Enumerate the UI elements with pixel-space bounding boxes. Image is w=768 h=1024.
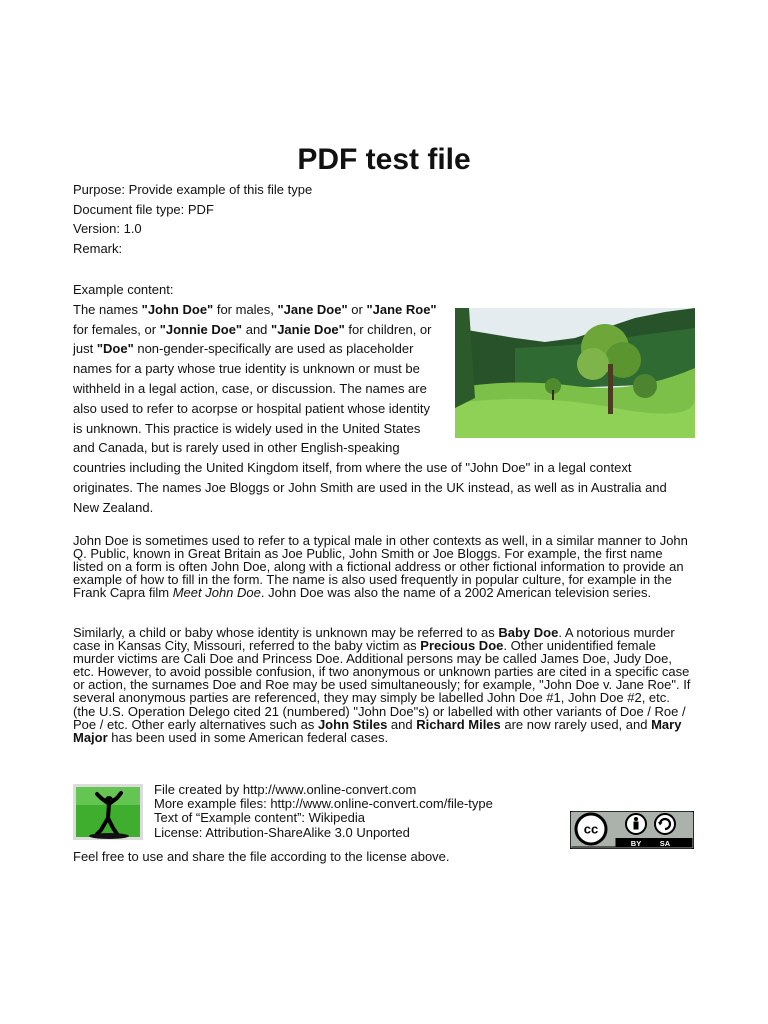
- meta-version: Version: 1.0: [73, 221, 142, 237]
- baby-doe-paragraph: Similarly, a child or baby whose identity is unknown may be referred to as Baby Doe. A notorious murder case in Kansas City, Missouri, referred to the baby victim as Precious Doe. Other unidentified female murder victims are Cali Doe and Princess Doe. Additional persons may be called James Doe, Judy Doe, etc. However, to avoid possible confusion, if two anonymous or unknown parties are cited in a specific case or action, the surnames Doe and Roe may be used simultaneously; for example, "John Doe v. Jane Roe". If several anonymous parties are referenced, they may simply be labelled John Doe #1, John Doe #2, etc. (the U.S. Operation Delego cited 21 (numbered) "John Doe"s) or labelled with other variants of Doe / Roe / Poe / etc. Other early alternatives such as John Stiles and Richard Miles are now rarely used, and Mary Major has been used in some American federal cases.: [73, 625, 691, 745]
- credit-text-source: Text of “Example content”: Wikipedia: [154, 810, 365, 826]
- svg-text:cc: cc: [583, 821, 599, 837]
- footer-note: Feel free to use and share the file according to the license above.: [73, 849, 450, 864]
- cc-by-label: BY: [630, 839, 642, 848]
- example-label: Example content:: [73, 282, 174, 297]
- meta-file-type: Document file type: PDF: [73, 201, 214, 217]
- credit-license: License: Attribution-ShareAlike 3.0 Unported: [154, 824, 410, 840]
- meta-remark: Remark:: [73, 241, 123, 257]
- landscape-photo: [455, 308, 695, 438]
- cc-by-sa-icon: [570, 811, 694, 849]
- example-section: [73, 280, 695, 518]
- credit-more-files: More example files: http://www.online-convert.com/file-type: [154, 796, 493, 812]
- document-meta: [73, 180, 312, 259]
- credit-created-by: File created by http://www.online-convert.com: [154, 782, 417, 797]
- example-paragraph: The names "John Doe" for males, "Jane Doe" or "Jane Roe" for females, or "Jonnie Doe" and "Janie Doe" for children, or just "Doe" non-gender-specifically are used as placeholder names for a party whose true identity is unknown or must be withheld in a legal action, case, or discussion. The names are also used to refer to acorpse or hospital patient whose identity is unknown. This practice is widely used in the United States and Canada, but is rarely used in other English-speaking countries including the United Kingdom itself, from where the use of "John Doe" in a legal context originates. The names Joe Bloggs or John Smith are used in the UK instead, as well as in Australia and New Zealand.: [73, 301, 667, 515]
- online-convert-logo-icon: [73, 784, 143, 840]
- credits-block: [154, 783, 493, 840]
- john-doe-paragraph: John Doe is sometimes used to refer to a typical male in other contexts as well, in a similar manner to John Q. Public, known in Great Britain as Joe Public, John Smith or Joe Bloggs. For example, the first name listed on a form is often John Doe, along with a fictional address or other fictional information to provide an example of how to fill in the form. The name is also used frequently in popular culture, for example in the Frank Capra film Meet John Doe. John Doe was also the name of a 2002 American television series.: [73, 533, 688, 601]
- cc-sa-label: SA: [659, 839, 671, 848]
- meta-purpose: Purpose: Provide example of this file type: [73, 182, 313, 197]
- page-title: PDF test file: [297, 143, 471, 176]
